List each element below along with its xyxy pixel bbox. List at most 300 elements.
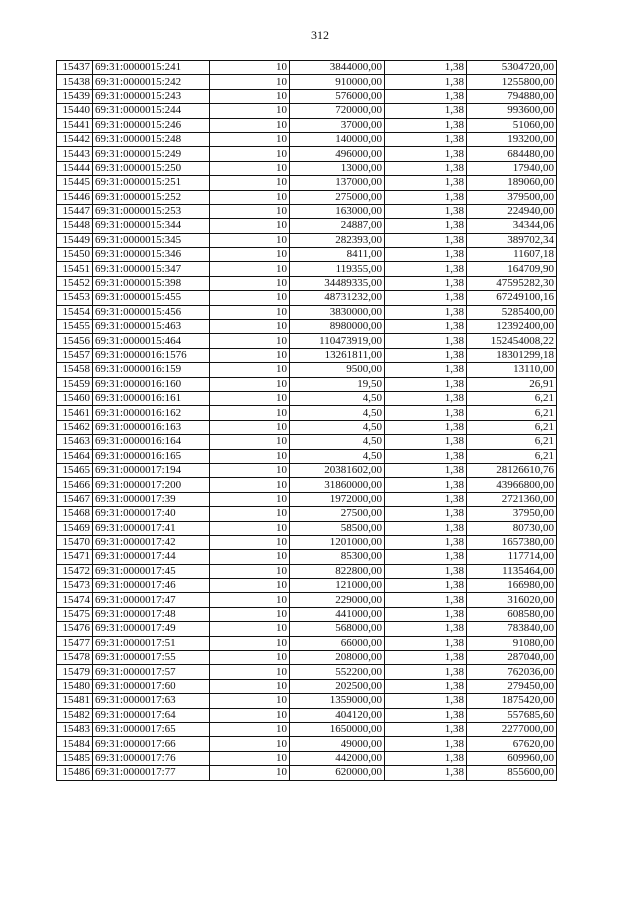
cadastral-number-cell: 69:31:0000017:60 — [93, 679, 210, 693]
cadastral-value-cell: 163000,00 — [290, 204, 385, 218]
rate-cell: 10 — [210, 348, 290, 362]
rate-cell: 10 — [210, 708, 290, 722]
rate-cell: 10 — [210, 564, 290, 578]
cadastral-number-cell: 69:31:0000015:464 — [93, 334, 210, 348]
row-index-cell: 15444 — [57, 161, 93, 175]
row-index-cell: 15485 — [57, 751, 93, 765]
coefficient-cell: 1,38 — [385, 535, 467, 549]
rate-cell: 10 — [210, 535, 290, 549]
rate-cell: 10 — [210, 176, 290, 190]
row-index-cell: 15446 — [57, 190, 93, 204]
cadastral-value-table — [56, 60, 557, 781]
cadastral-value-cell: 1201000,00 — [290, 535, 385, 549]
cadastral-value-cell: 576000,00 — [290, 89, 385, 103]
rate-cell: 10 — [210, 636, 290, 650]
row-index-cell: 15459 — [57, 377, 93, 391]
cadastral-number-cell: 69:31:0000015:242 — [93, 75, 210, 89]
table-row — [57, 233, 557, 247]
table-row — [57, 219, 557, 233]
rate-cell: 10 — [210, 276, 290, 290]
coefficient-cell: 1,38 — [385, 550, 467, 564]
row-index-cell: 15439 — [57, 89, 93, 103]
total-value-cell: 5285400,00 — [467, 305, 557, 319]
cadastral-value-cell: 229000,00 — [290, 593, 385, 607]
coefficient-cell: 1,38 — [385, 75, 467, 89]
row-index-cell: 15460 — [57, 391, 93, 405]
table-row — [57, 550, 557, 564]
table-row — [57, 348, 557, 362]
rate-cell: 10 — [210, 61, 290, 75]
rate-cell: 10 — [210, 363, 290, 377]
cadastral-number-cell: 69:31:0000017:45 — [93, 564, 210, 578]
row-index-cell: 15445 — [57, 176, 93, 190]
coefficient-cell: 1,38 — [385, 593, 467, 607]
cadastral-number-cell: 69:31:0000017:41 — [93, 521, 210, 535]
table-row — [57, 564, 557, 578]
rate-cell: 10 — [210, 766, 290, 780]
total-value-cell: 80730,00 — [467, 521, 557, 535]
cadastral-value-cell: 49000,00 — [290, 737, 385, 751]
rate-cell: 10 — [210, 579, 290, 593]
total-value-cell: 164709,90 — [467, 262, 557, 276]
rate-cell: 10 — [210, 320, 290, 334]
cadastral-number-cell: 69:31:0000017:47 — [93, 593, 210, 607]
row-index-cell: 15481 — [57, 694, 93, 708]
cadastral-number-cell: 69:31:0000016:161 — [93, 391, 210, 405]
rate-cell: 10 — [210, 449, 290, 463]
rate-cell: 10 — [210, 492, 290, 506]
cadastral-value-cell: 4,50 — [290, 406, 385, 420]
table-row — [57, 593, 557, 607]
coefficient-cell: 1,38 — [385, 161, 467, 175]
coefficient-cell: 1,38 — [385, 132, 467, 146]
row-index-cell: 15486 — [57, 766, 93, 780]
coefficient-cell: 1,38 — [385, 521, 467, 535]
cadastral-number-cell: 69:31:0000017:76 — [93, 751, 210, 765]
rate-cell: 10 — [210, 233, 290, 247]
cadastral-value-cell: 9500,00 — [290, 363, 385, 377]
total-value-cell: 47595282,30 — [467, 276, 557, 290]
table-row — [57, 104, 557, 118]
rate-cell: 10 — [210, 132, 290, 146]
cadastral-value-cell: 1359000,00 — [290, 694, 385, 708]
rate-cell: 10 — [210, 334, 290, 348]
total-value-cell: 51060,00 — [467, 118, 557, 132]
rate-cell: 10 — [210, 291, 290, 305]
cadastral-value-cell: 620000,00 — [290, 766, 385, 780]
row-index-cell: 15449 — [57, 233, 93, 247]
coefficient-cell: 1,38 — [385, 564, 467, 578]
cadastral-value-cell: 137000,00 — [290, 176, 385, 190]
coefficient-cell: 1,38 — [385, 708, 467, 722]
table-row — [57, 262, 557, 276]
table-row — [57, 75, 557, 89]
total-value-cell: 379500,00 — [467, 190, 557, 204]
row-index-cell: 15470 — [57, 535, 93, 549]
total-value-cell: 855600,00 — [467, 766, 557, 780]
table-row — [57, 406, 557, 420]
row-index-cell: 15443 — [57, 147, 93, 161]
cadastral-number-cell: 69:31:0000015:249 — [93, 147, 210, 161]
rate-cell: 10 — [210, 391, 290, 405]
coefficient-cell: 1,38 — [385, 463, 467, 477]
table-row — [57, 391, 557, 405]
cadastral-number-cell: 69:31:0000017:51 — [93, 636, 210, 650]
total-value-cell: 557685,60 — [467, 708, 557, 722]
rate-cell: 10 — [210, 622, 290, 636]
cadastral-value-cell: 27500,00 — [290, 507, 385, 521]
row-index-cell: 15471 — [57, 550, 93, 564]
coefficient-cell: 1,38 — [385, 665, 467, 679]
table-row — [57, 334, 557, 348]
row-index-cell: 15479 — [57, 665, 93, 679]
total-value-cell: 6,21 — [467, 391, 557, 405]
total-value-cell: 11607,18 — [467, 248, 557, 262]
rate-cell: 10 — [210, 104, 290, 118]
total-value-cell: 794880,00 — [467, 89, 557, 103]
rate-cell: 10 — [210, 593, 290, 607]
table-row — [57, 492, 557, 506]
coefficient-cell: 1,38 — [385, 651, 467, 665]
rate-cell: 10 — [210, 406, 290, 420]
cadastral-value-cell: 31860000,00 — [290, 478, 385, 492]
total-value-cell: 2721360,00 — [467, 492, 557, 506]
coefficient-cell: 1,38 — [385, 104, 467, 118]
table-row — [57, 708, 557, 722]
total-value-cell: 762036,00 — [467, 665, 557, 679]
total-value-cell: 287040,00 — [467, 651, 557, 665]
table-row — [57, 291, 557, 305]
row-index-cell: 15464 — [57, 449, 93, 463]
cadastral-number-cell: 69:31:0000017:194 — [93, 463, 210, 477]
cadastral-number-cell: 69:31:0000015:241 — [93, 61, 210, 75]
rate-cell: 10 — [210, 89, 290, 103]
row-index-cell: 15438 — [57, 75, 93, 89]
cadastral-number-cell: 69:31:0000015:344 — [93, 219, 210, 233]
cadastral-number-cell: 69:31:0000016:164 — [93, 435, 210, 449]
cadastral-number-cell: 69:31:0000017:55 — [93, 651, 210, 665]
table-row — [57, 147, 557, 161]
coefficient-cell: 1,38 — [385, 406, 467, 420]
table-row — [57, 751, 557, 765]
table-row — [57, 651, 557, 665]
total-value-cell: 6,21 — [467, 435, 557, 449]
cadastral-number-cell: 69:31:0000015:456 — [93, 305, 210, 319]
total-value-cell: 193200,00 — [467, 132, 557, 146]
cadastral-value-cell: 4,50 — [290, 420, 385, 434]
cadastral-number-cell: 69:31:0000017:40 — [93, 507, 210, 521]
coefficient-cell: 1,38 — [385, 334, 467, 348]
row-index-cell: 15440 — [57, 104, 93, 118]
cadastral-number-cell: 69:31:0000017:39 — [93, 492, 210, 506]
coefficient-cell: 1,38 — [385, 204, 467, 218]
rate-cell: 10 — [210, 147, 290, 161]
total-value-cell: 279450,00 — [467, 679, 557, 693]
total-value-cell: 1875420,00 — [467, 694, 557, 708]
table-row — [57, 579, 557, 593]
total-value-cell: 389702,34 — [467, 233, 557, 247]
cadastral-number-cell: 69:31:0000016:1576 — [93, 348, 210, 362]
cadastral-value-cell: 4,50 — [290, 435, 385, 449]
row-index-cell: 15454 — [57, 305, 93, 319]
coefficient-cell: 1,38 — [385, 579, 467, 593]
row-index-cell: 15476 — [57, 622, 93, 636]
table-row — [57, 204, 557, 218]
rate-cell: 10 — [210, 651, 290, 665]
row-index-cell: 15457 — [57, 348, 93, 362]
coefficient-cell: 1,38 — [385, 233, 467, 247]
cadastral-number-cell: 69:31:0000017:63 — [93, 694, 210, 708]
rate-cell: 10 — [210, 435, 290, 449]
coefficient-cell: 1,38 — [385, 694, 467, 708]
cadastral-number-cell: 69:31:0000015:463 — [93, 320, 210, 334]
coefficient-cell: 1,38 — [385, 492, 467, 506]
coefficient-cell: 1,38 — [385, 147, 467, 161]
cadastral-value-cell: 121000,00 — [290, 579, 385, 593]
row-index-cell: 15468 — [57, 507, 93, 521]
cadastral-value-cell: 140000,00 — [290, 132, 385, 146]
rate-cell: 10 — [210, 665, 290, 679]
table-row — [57, 435, 557, 449]
rate-cell: 10 — [210, 478, 290, 492]
total-value-cell: 26,91 — [467, 377, 557, 391]
row-index-cell: 15474 — [57, 593, 93, 607]
table-row — [57, 607, 557, 621]
cadastral-number-cell: 69:31:0000017:49 — [93, 622, 210, 636]
coefficient-cell: 1,38 — [385, 391, 467, 405]
row-index-cell: 15437 — [57, 61, 93, 75]
rate-cell: 10 — [210, 463, 290, 477]
coefficient-cell: 1,38 — [385, 751, 467, 765]
row-index-cell: 15477 — [57, 636, 93, 650]
table-row — [57, 622, 557, 636]
row-index-cell: 15448 — [57, 219, 93, 233]
cadastral-value-cell: 275000,00 — [290, 190, 385, 204]
table-row — [57, 190, 557, 204]
coefficient-cell: 1,38 — [385, 61, 467, 75]
table-row — [57, 305, 557, 319]
coefficient-cell: 1,38 — [385, 636, 467, 650]
rate-cell: 10 — [210, 550, 290, 564]
cadastral-value-cell: 66000,00 — [290, 636, 385, 650]
cadastral-value-cell: 1650000,00 — [290, 722, 385, 736]
rate-cell: 10 — [210, 204, 290, 218]
row-index-cell: 15473 — [57, 579, 93, 593]
cadastral-value-cell: 58500,00 — [290, 521, 385, 535]
table-row — [57, 507, 557, 521]
cadastral-number-cell: 69:31:0000015:346 — [93, 248, 210, 262]
total-value-cell: 13110,00 — [467, 363, 557, 377]
coefficient-cell: 1,38 — [385, 89, 467, 103]
cadastral-number-cell: 69:31:0000017:200 — [93, 478, 210, 492]
coefficient-cell: 1,38 — [385, 190, 467, 204]
rate-cell: 10 — [210, 248, 290, 262]
row-index-cell: 15483 — [57, 722, 93, 736]
cadastral-value-cell: 4,50 — [290, 391, 385, 405]
cadastral-number-cell: 69:31:0000017:64 — [93, 708, 210, 722]
cadastral-value-cell: 568000,00 — [290, 622, 385, 636]
cadastral-value-cell: 24887,00 — [290, 219, 385, 233]
cadastral-number-cell: 69:31:0000015:250 — [93, 161, 210, 175]
table-row — [57, 535, 557, 549]
cadastral-number-cell: 69:31:0000015:455 — [93, 291, 210, 305]
table-row — [57, 449, 557, 463]
table-row — [57, 61, 557, 75]
total-value-cell: 18301299,18 — [467, 348, 557, 362]
rate-cell: 10 — [210, 521, 290, 535]
cadastral-value-cell: 208000,00 — [290, 651, 385, 665]
table-row — [57, 420, 557, 434]
cadastral-value-cell: 110473919,00 — [290, 334, 385, 348]
coefficient-cell: 1,38 — [385, 118, 467, 132]
rate-cell: 10 — [210, 694, 290, 708]
rate-cell: 10 — [210, 679, 290, 693]
coefficient-cell: 1,38 — [385, 420, 467, 434]
cadastral-value-cell: 48731232,00 — [290, 291, 385, 305]
cadastral-value-cell: 13000,00 — [290, 161, 385, 175]
table-row — [57, 132, 557, 146]
total-value-cell: 5304720,00 — [467, 61, 557, 75]
coefficient-cell: 1,38 — [385, 348, 467, 362]
table-row — [57, 722, 557, 736]
table-row — [57, 161, 557, 175]
row-index-cell: 15455 — [57, 320, 93, 334]
coefficient-cell: 1,38 — [385, 622, 467, 636]
cadastral-value-cell: 910000,00 — [290, 75, 385, 89]
row-index-cell: 15469 — [57, 521, 93, 535]
coefficient-cell: 1,38 — [385, 291, 467, 305]
cadastral-number-cell: 69:31:0000016:163 — [93, 420, 210, 434]
cadastral-number-cell: 69:31:0000016:159 — [93, 363, 210, 377]
cadastral-value-cell: 496000,00 — [290, 147, 385, 161]
row-index-cell: 15482 — [57, 708, 93, 722]
rate-cell: 10 — [210, 118, 290, 132]
coefficient-cell: 1,38 — [385, 363, 467, 377]
rate-cell: 10 — [210, 219, 290, 233]
rate-cell: 10 — [210, 722, 290, 736]
coefficient-cell: 1,38 — [385, 305, 467, 319]
rate-cell: 10 — [210, 507, 290, 521]
table-row — [57, 737, 557, 751]
table-row — [57, 363, 557, 377]
total-value-cell: 152454008,22 — [467, 334, 557, 348]
coefficient-cell: 1,38 — [385, 248, 467, 262]
coefficient-cell: 1,38 — [385, 377, 467, 391]
cadastral-number-cell: 69:31:0000015:252 — [93, 190, 210, 204]
cadastral-value-cell: 442000,00 — [290, 751, 385, 765]
table-row — [57, 478, 557, 492]
total-value-cell: 6,21 — [467, 406, 557, 420]
cadastral-value-cell: 20381602,00 — [290, 463, 385, 477]
coefficient-cell: 1,38 — [385, 478, 467, 492]
cadastral-number-cell: 69:31:0000017:77 — [93, 766, 210, 780]
total-value-cell: 783840,00 — [467, 622, 557, 636]
cadastral-value-cell: 8980000,00 — [290, 320, 385, 334]
cadastral-value-cell: 34489335,00 — [290, 276, 385, 290]
cadastral-number-cell: 69:31:0000017:42 — [93, 535, 210, 549]
row-index-cell: 15462 — [57, 420, 93, 434]
cadastral-value-cell: 441000,00 — [290, 607, 385, 621]
table-row — [57, 636, 557, 650]
row-index-cell: 15451 — [57, 262, 93, 276]
total-value-cell: 224940,00 — [467, 204, 557, 218]
table-row — [57, 89, 557, 103]
table-row — [57, 118, 557, 132]
coefficient-cell: 1,38 — [385, 276, 467, 290]
total-value-cell: 2277000,00 — [467, 722, 557, 736]
cadastral-number-cell: 69:31:0000015:347 — [93, 262, 210, 276]
cadastral-value-cell: 37000,00 — [290, 118, 385, 132]
cadastral-number-cell: 69:31:0000016:160 — [93, 377, 210, 391]
row-index-cell: 15467 — [57, 492, 93, 506]
rate-cell: 10 — [210, 420, 290, 434]
total-value-cell: 166980,00 — [467, 579, 557, 593]
coefficient-cell: 1,38 — [385, 766, 467, 780]
cadastral-number-cell: 69:31:0000015:398 — [93, 276, 210, 290]
coefficient-cell: 1,38 — [385, 262, 467, 276]
row-index-cell: 15463 — [57, 435, 93, 449]
cadastral-number-cell: 69:31:0000017:57 — [93, 665, 210, 679]
total-value-cell: 17940,00 — [467, 161, 557, 175]
total-value-cell: 67620,00 — [467, 737, 557, 751]
cadastral-number-cell: 69:31:0000017:65 — [93, 722, 210, 736]
coefficient-cell: 1,38 — [385, 449, 467, 463]
table-row — [57, 679, 557, 693]
row-index-cell: 15452 — [57, 276, 93, 290]
row-index-cell: 15478 — [57, 651, 93, 665]
row-index-cell: 15456 — [57, 334, 93, 348]
cadastral-number-cell: 69:31:0000015:244 — [93, 104, 210, 118]
table-row — [57, 766, 557, 780]
row-index-cell: 15466 — [57, 478, 93, 492]
cadastral-value-cell: 822800,00 — [290, 564, 385, 578]
cadastral-number-cell: 69:31:0000015:251 — [93, 176, 210, 190]
total-value-cell: 43966800,00 — [467, 478, 557, 492]
table-row — [57, 665, 557, 679]
cadastral-number-cell: 69:31:0000015:243 — [93, 89, 210, 103]
coefficient-cell: 1,38 — [385, 507, 467, 521]
total-value-cell: 189060,00 — [467, 176, 557, 190]
cadastral-number-cell: 69:31:0000017:46 — [93, 579, 210, 593]
table-body — [57, 61, 557, 781]
cadastral-value-cell: 119355,00 — [290, 262, 385, 276]
total-value-cell: 608580,00 — [467, 607, 557, 621]
coefficient-cell: 1,38 — [385, 320, 467, 334]
total-value-cell: 37950,00 — [467, 507, 557, 521]
table-row — [57, 694, 557, 708]
table-row — [57, 377, 557, 391]
table-row — [57, 463, 557, 477]
coefficient-cell: 1,38 — [385, 219, 467, 233]
total-value-cell: 91080,00 — [467, 636, 557, 650]
row-index-cell: 15441 — [57, 118, 93, 132]
total-value-cell: 12392400,00 — [467, 320, 557, 334]
coefficient-cell: 1,38 — [385, 435, 467, 449]
cadastral-value-cell: 3830000,00 — [290, 305, 385, 319]
total-value-cell: 609960,00 — [467, 751, 557, 765]
cadastral-value-cell: 720000,00 — [290, 104, 385, 118]
total-value-cell: 1255800,00 — [467, 75, 557, 89]
total-value-cell: 1135464,00 — [467, 564, 557, 578]
rate-cell: 10 — [210, 262, 290, 276]
cadastral-value-cell: 4,50 — [290, 449, 385, 463]
row-index-cell: 15461 — [57, 406, 93, 420]
cadastral-value-cell: 1972000,00 — [290, 492, 385, 506]
row-index-cell: 15442 — [57, 132, 93, 146]
total-value-cell: 6,21 — [467, 420, 557, 434]
row-index-cell: 15475 — [57, 607, 93, 621]
cadastral-value-cell: 3844000,00 — [290, 61, 385, 75]
